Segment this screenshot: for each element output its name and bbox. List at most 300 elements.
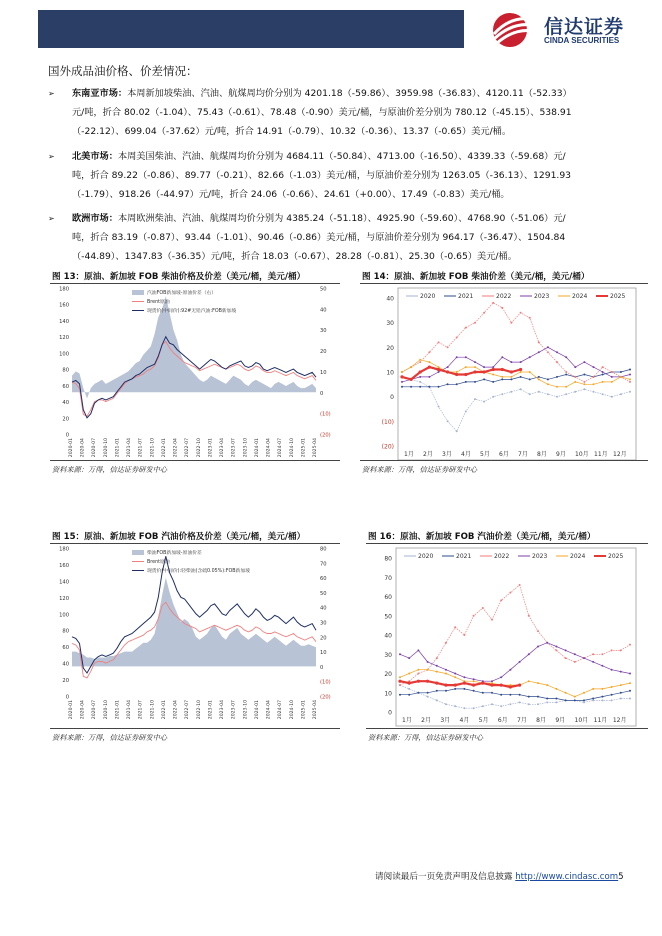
data-point-2021 — [473, 690, 475, 692]
data-point-2024 — [401, 371, 403, 373]
data-point-2025 — [400, 375, 403, 378]
fig15-title: 图 15：原油、新加坡 FOB 汽油价格及价差（美元/桶，美元/桶） — [52, 532, 306, 542]
data-point-2021 — [620, 692, 622, 694]
x-tick-label: 2020-10 — [103, 438, 109, 458]
data-point-2022 — [419, 361, 421, 363]
x-tick-label: 7月 — [518, 451, 528, 458]
bullet-line: （-1.79）、918.26（-44.97）元/吨，折合 24.06（-0.66）、24.61（+0.00）、17.49（-0.83）美元/桶。 — [72, 189, 510, 200]
y-tick-label: 100 — [59, 612, 69, 619]
x-tick-label: 2022-07 — [185, 438, 191, 458]
market-label: 东南亚市场： — [72, 88, 128, 99]
data-point-2020 — [620, 393, 622, 395]
data-point-2022 — [620, 649, 622, 651]
legend-label: 2020 — [420, 293, 436, 300]
legend-label: 2023 — [532, 553, 548, 560]
data-point-2022 — [611, 649, 613, 651]
data-point-2022 — [629, 381, 631, 383]
data-point-2021 — [602, 374, 604, 376]
data-point-2025 — [472, 684, 475, 687]
y2-tick-label: 0 — [320, 664, 324, 671]
arrow-bullet-icon: ➢ — [48, 214, 55, 223]
y-tick-label: 140 — [59, 318, 69, 325]
y2-tick-label: 20 — [320, 349, 327, 356]
x-tick-label: 2023-01 — [208, 700, 214, 720]
data-point-2023 — [491, 680, 493, 682]
data-point-2025 — [410, 378, 413, 381]
data-point-2021 — [474, 381, 476, 383]
legend-label: 2021 — [458, 293, 474, 300]
data-point-2024 — [592, 688, 594, 690]
data-point-2020 — [482, 705, 484, 707]
x-tick-label: 2023-10 — [243, 438, 249, 458]
x-tick-label: 2024-01 — [254, 438, 260, 458]
x-tick-label: 2025-04 — [313, 438, 318, 458]
x-tick-label: 2024-01 — [254, 700, 260, 720]
data-point-2020 — [492, 396, 494, 398]
data-point-2021 — [417, 692, 419, 694]
data-point-2023 — [611, 376, 613, 378]
data-point-2020 — [447, 420, 449, 422]
data-point-2020 — [629, 698, 631, 700]
data-point-2021 — [501, 378, 503, 380]
data-point-2025 — [435, 682, 438, 685]
data-point-2025 — [518, 684, 521, 687]
data-point-2021 — [399, 694, 401, 696]
data-point-2023 — [574, 653, 576, 655]
data-point-2022 — [583, 381, 585, 383]
data-point-2020 — [519, 701, 521, 703]
data-point-2021 — [538, 376, 540, 378]
data-point-2020 — [491, 703, 493, 705]
data-point-2024 — [454, 676, 456, 678]
x-tick-label: 2022-04 — [173, 438, 179, 458]
data-point-2021 — [410, 386, 412, 388]
legend-label: 现货价(中间价):轻柴油(含硫0.05%):FOB新加坡 — [147, 569, 250, 574]
legend-label: 2025 — [608, 553, 624, 560]
x-tick-label: 1月 — [402, 717, 412, 724]
y-tick-label: 40 — [386, 295, 394, 303]
fig16-bottom-rule — [366, 728, 648, 729]
x-tick-label: 6月 — [497, 717, 508, 724]
data-point-2020 — [574, 391, 576, 393]
data-point-2022 — [555, 649, 557, 651]
y-tick-label: 0 — [65, 432, 69, 439]
data-point-2025 — [398, 680, 401, 683]
data-point-2023 — [565, 649, 567, 651]
data-point-2021 — [463, 688, 465, 690]
data-point-2025 — [519, 368, 522, 371]
x-tick-label: 2024-07 — [278, 700, 284, 720]
data-point-2023 — [629, 673, 631, 675]
x-tick-label: 3月 — [442, 451, 452, 458]
data-point-2022 — [491, 619, 493, 621]
x-tick-label: 2025-04 — [313, 700, 318, 720]
data-point-2024 — [428, 361, 430, 363]
data-point-2025 — [481, 682, 484, 685]
data-point-2023 — [555, 646, 557, 648]
y2-tick-label: 0 — [320, 390, 324, 397]
data-point-2024 — [583, 692, 585, 694]
data-point-2021 — [592, 698, 594, 700]
y-tick-label: 80 — [62, 367, 69, 374]
data-point-2020 — [419, 381, 421, 383]
data-point-2023 — [399, 653, 401, 655]
data-point-2024 — [574, 696, 576, 698]
data-point-2025 — [500, 684, 503, 687]
y2-tick-label: 60 — [320, 576, 327, 583]
series-line-2023 — [402, 347, 630, 382]
data-point-2023 — [556, 351, 558, 353]
legend-label: Brent原油 — [147, 300, 170, 305]
fig14-title: 图 14：原油、新加坡 FOB 柴油价差（美元/桶，美元/桶） — [362, 272, 590, 282]
x-tick-label: 2021-07 — [138, 700, 144, 720]
legend-swatch — [132, 290, 144, 295]
data-point-2023 — [447, 366, 449, 368]
header-bar — [38, 10, 464, 48]
data-point-2022 — [537, 630, 539, 632]
data-point-2020 — [501, 393, 503, 395]
data-point-2021 — [456, 383, 458, 385]
data-point-2020 — [592, 699, 594, 701]
x-tick-label: 2024-10 — [289, 700, 295, 720]
x-tick-label: 5月 — [480, 451, 490, 458]
data-point-2024 — [537, 682, 539, 684]
section-title: 国外成品油价格、价差情况： — [48, 64, 198, 78]
data-point-2020 — [438, 406, 440, 408]
bullet-line — [72, 147, 648, 166]
data-point-2023 — [500, 676, 502, 678]
data-point-2022 — [629, 644, 631, 646]
data-point-2023 — [463, 676, 465, 678]
y2-tick-label: 40 — [320, 307, 327, 314]
data-point-2024 — [427, 669, 429, 671]
data-point-2021 — [528, 696, 530, 698]
series-line-2023 — [400, 643, 630, 682]
legend-label: 2023 — [534, 293, 550, 300]
data-point-2020 — [445, 703, 447, 705]
data-point-2020 — [537, 703, 539, 705]
y-tick-label: 180 — [59, 546, 69, 553]
data-point-2025 — [417, 680, 420, 683]
data-point-2021 — [492, 381, 494, 383]
data-point-2022 — [520, 312, 522, 314]
data-point-2022 — [556, 361, 558, 363]
data-point-2023 — [419, 376, 421, 378]
y2-tick-label: 40 — [320, 605, 327, 612]
data-point-2022 — [482, 607, 484, 609]
legend-label: Brent原油 — [147, 560, 170, 565]
data-point-2025 — [473, 370, 476, 373]
data-point-2021 — [547, 378, 549, 380]
data-point-2024 — [547, 383, 549, 385]
data-point-2025 — [463, 682, 466, 685]
data-point-2023 — [546, 642, 548, 644]
bullet-line — [72, 209, 648, 228]
x-tick-label: 2023-01 — [208, 438, 214, 458]
data-point-2023 — [510, 361, 512, 363]
data-point-2020 — [465, 411, 467, 413]
fig16-source: 资料来源：万得，信达证券研发中心 — [368, 733, 484, 742]
x-tick-label: 11月 — [594, 451, 608, 458]
y-tick-label: 100 — [59, 351, 69, 358]
data-point-2022 — [611, 371, 613, 373]
data-point-2024 — [629, 682, 631, 684]
data-point-2020 — [456, 430, 458, 432]
data-point-2021 — [428, 386, 430, 388]
legend-label: 2022 — [496, 293, 512, 300]
legend-label: 2022 — [494, 553, 510, 560]
x-tick-label: 2022-01 — [161, 438, 167, 458]
data-point-2023 — [593, 366, 595, 368]
x-tick-label: 2021-07 — [138, 438, 144, 458]
data-point-2021 — [529, 378, 531, 380]
data-point-2023 — [529, 356, 531, 358]
fig13-source: 资料来源：万得，信达证券研发中心 — [52, 465, 168, 474]
data-point-2020 — [436, 699, 438, 701]
market-label: 欧洲市场： — [72, 213, 118, 224]
x-tick-label: 2月 — [423, 451, 433, 458]
bullet-line-text: 本周欧洲柴油、汽油、航煤周均价分别为 4385.24（-51.18）、4925.90（-59.60）、4768.90（-51.06）元/ — [117, 213, 566, 224]
x-tick-label: 2023-10 — [243, 700, 249, 720]
data-point-2021 — [583, 374, 585, 376]
data-point-2023 — [465, 356, 467, 358]
data-point-2022 — [445, 642, 447, 644]
data-point-2023 — [520, 361, 522, 363]
data-point-2023 — [427, 661, 429, 663]
x-tick-label: 7月 — [517, 717, 527, 724]
data-point-2024 — [538, 378, 540, 380]
x-tick-label: 2021-10 — [150, 700, 156, 720]
data-point-2021 — [408, 694, 410, 696]
data-point-2022 — [510, 322, 512, 324]
data-point-2023 — [408, 657, 410, 659]
x-tick-label: 10月 — [574, 717, 589, 724]
data-point-2024 — [474, 366, 476, 368]
fig13-title: 图 13：原油、新加坡 FOB 柴油价格及价差（美元/桶，美元/桶） — [52, 272, 306, 282]
fig14-chart — [362, 284, 640, 460]
x-tick-label: 2025-01 — [301, 438, 307, 458]
data-point-2021 — [465, 381, 467, 383]
y-tick-label: 20 — [62, 416, 69, 423]
y-tick-label: 160 — [59, 562, 69, 569]
bullet-line: 元/吨，折合 80.02（-1.04）、75.43（-0.61）、78.48（-0.90）美元/桶，与原油价差分别为 780.12（-45.15）、538.91 — [72, 107, 572, 118]
y-tick-label: (20) — [381, 443, 394, 451]
x-tick-label: 2024-04 — [266, 700, 272, 720]
x-tick-label: 2022-10 — [196, 438, 202, 458]
data-point-2025 — [510, 370, 513, 373]
y2-tick-label: 80 — [320, 546, 327, 553]
data-point-2020 — [500, 705, 502, 707]
data-point-2024 — [492, 374, 494, 376]
data-point-2020 — [483, 401, 485, 403]
data-point-2023 — [454, 673, 456, 675]
data-point-2023 — [417, 649, 419, 651]
y-tick-label: 10 — [384, 690, 392, 698]
x-tick-label: 2022-10 — [196, 700, 202, 720]
series-line-2021 — [400, 689, 630, 701]
bullet-north-america — [48, 147, 648, 204]
data-point-2021 — [620, 371, 622, 373]
data-point-2023 — [528, 653, 530, 655]
data-point-2020 — [538, 391, 540, 393]
x-tick-label: 2020-07 — [92, 700, 98, 720]
x-tick-label: 2021-10 — [150, 438, 156, 458]
x-tick-label: 1月 — [404, 451, 414, 458]
data-point-2024 — [611, 381, 613, 383]
data-point-2020 — [629, 391, 631, 393]
data-point-2023 — [519, 661, 521, 663]
series-line-2022 — [400, 585, 630, 685]
data-point-2024 — [410, 366, 412, 368]
y-tick-label: 160 — [59, 302, 69, 309]
data-point-2020 — [593, 391, 595, 393]
data-point-2020 — [611, 699, 613, 701]
cinda-logo — [486, 10, 646, 50]
data-point-2025 — [492, 368, 495, 371]
x-tick-label: 2月 — [421, 717, 431, 724]
y-tick-label: 80 — [384, 555, 392, 563]
data-point-2022 — [601, 653, 603, 655]
data-point-2021 — [491, 692, 493, 694]
x-tick-label: 2023-07 — [231, 438, 237, 458]
x-tick-label: 2020-04 — [80, 438, 86, 458]
page-number: 5 — [618, 872, 624, 882]
x-tick-label: 8月 — [536, 717, 546, 724]
data-point-2025 — [501, 368, 504, 371]
x-tick-label: 12月 — [613, 451, 627, 458]
fig15-chart — [52, 544, 342, 728]
legend-label: 现货价(中间价):92#无铅汽油:FOB新加坡 — [147, 309, 237, 314]
arrow-bullet-icon: ➢ — [48, 152, 55, 161]
y-tick-label: 60 — [384, 594, 392, 601]
data-point-2022 — [463, 634, 465, 636]
data-point-2022 — [519, 584, 521, 586]
y-tick-label: 120 — [59, 595, 69, 602]
fig16-title: 图 16：原油、新加坡 FOB 汽油价差（美元/桶，美元/桶） — [368, 532, 596, 542]
fig15-bottom-rule — [50, 728, 340, 729]
data-point-2020 — [528, 703, 530, 705]
data-point-2020 — [583, 388, 585, 390]
data-point-2022 — [473, 615, 475, 617]
x-tick-label: 10月 — [575, 451, 589, 458]
y2-tick-label: 30 — [320, 620, 327, 627]
x-tick-label: 2021-04 — [127, 700, 133, 720]
bullet-line: 吨，折合 89.22（-0.86）、89.77（-0.21）、82.66（-1.03）美元/桶，与原油价差分别为 1263.05（-36.13）、1291.93 — [72, 170, 572, 181]
data-point-2024 — [419, 359, 421, 361]
data-point-2024 — [399, 676, 401, 678]
data-point-2020 — [473, 707, 475, 709]
y-tick-label: 180 — [59, 286, 69, 293]
data-point-2023 — [547, 346, 549, 348]
data-point-2022 — [436, 657, 438, 659]
y2-tick-label: 10 — [320, 369, 327, 376]
data-point-2024 — [417, 669, 419, 671]
data-point-2022 — [417, 673, 419, 675]
footer-link[interactable]: http://www.cindasc.com — [515, 872, 619, 882]
data-point-2021 — [447, 383, 449, 385]
legend-label: 汽油FOB新加坡-原油价差（右） — [147, 291, 217, 296]
y-tick-label: 60 — [62, 645, 69, 652]
y2-tick-label: 10 — [320, 650, 327, 657]
data-point-2023 — [401, 381, 403, 383]
data-point-2020 — [520, 388, 522, 390]
data-point-2022 — [592, 653, 594, 655]
data-point-2022 — [565, 657, 567, 659]
data-point-2022 — [501, 307, 503, 309]
data-point-2023 — [601, 665, 603, 667]
data-point-2023 — [492, 366, 494, 368]
data-point-2023 — [456, 356, 458, 358]
data-point-2024 — [501, 376, 503, 378]
bullet-line: （-22.12）、699.04（-37.62）元/吨，折合 14.91（-0.79）、10.32（-0.36）、13.37（-0.65）美元/桶。 — [72, 126, 512, 137]
y-tick-label: 20 — [384, 671, 392, 678]
y2-tick-label: 50 — [320, 590, 327, 597]
data-point-2024 — [473, 680, 475, 682]
x-tick-label: 3月 — [440, 717, 451, 724]
x-tick-label: 4月 — [459, 717, 470, 724]
x-tick-label: 2021-04 — [127, 438, 133, 458]
data-point-2023 — [428, 376, 430, 378]
data-point-2022 — [528, 615, 530, 617]
data-point-2022 — [474, 322, 476, 324]
data-point-2025 — [437, 368, 440, 371]
data-point-2025 — [444, 684, 447, 687]
spread-area — [72, 578, 316, 667]
data-point-2025 — [428, 366, 431, 369]
data-point-2023 — [483, 366, 485, 368]
bullet-line-text: 本周新加坡柴油、汽油、航煤周均价分别为 4201.18（-59.86）、3959.98（-36.83）、4120.11（-52.33） — [127, 88, 572, 99]
y-tick-label: 40 — [62, 661, 69, 668]
data-point-2022 — [602, 366, 604, 368]
data-point-2020 — [547, 393, 549, 395]
x-tick-label: 2024-07 — [278, 438, 284, 458]
data-point-2022 — [456, 337, 458, 339]
data-point-2020 — [510, 391, 512, 393]
data-point-2022 — [574, 661, 576, 663]
data-point-2022 — [500, 599, 502, 601]
fig16-chart — [368, 544, 640, 728]
data-point-2022 — [529, 317, 531, 319]
x-tick-label: 2024-10 — [289, 438, 295, 458]
data-point-2021 — [483, 378, 485, 380]
data-point-2022 — [574, 376, 576, 378]
data-point-2024 — [408, 673, 410, 675]
x-tick-label: 2020-04 — [80, 700, 86, 720]
y2-tick-label: (20) — [320, 694, 331, 701]
y-tick-label: 40 — [384, 632, 392, 640]
y-tick-label: 10 — [386, 369, 394, 377]
data-point-2024 — [520, 371, 522, 373]
y-tick-label: 30 — [384, 651, 392, 659]
data-point-2021 — [565, 699, 567, 701]
data-point-2021 — [537, 696, 539, 698]
data-point-2020 — [408, 688, 410, 690]
data-point-2021 — [565, 374, 567, 376]
y2-tick-label: 20 — [320, 635, 327, 642]
x-tick-label: 6月 — [499, 451, 509, 458]
data-point-2021 — [519, 694, 521, 696]
x-tick-label: 2022-07 — [185, 700, 191, 720]
data-point-2023 — [537, 646, 539, 648]
legend-label: 2021 — [456, 553, 472, 560]
legend-label: 2024 — [572, 293, 588, 300]
data-point-2024 — [565, 386, 567, 388]
data-point-2021 — [556, 376, 558, 378]
data-point-2023 — [538, 351, 540, 353]
data-point-2021 — [555, 698, 557, 700]
data-point-2021 — [629, 369, 631, 371]
y-tick-label: 50 — [384, 613, 392, 621]
